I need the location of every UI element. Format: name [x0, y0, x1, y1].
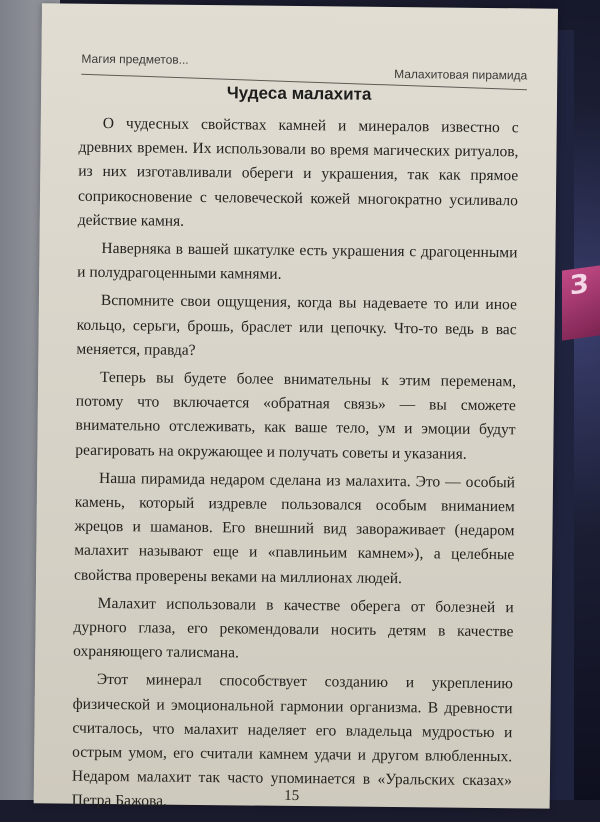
running-header — [81, 46, 528, 83]
paragraph: Этот минерал способствует созданию и укреплению физической и эмоциональной гармонии организма. В древности считалось, что малахит наделяет его владельца мудростью и острым умом, его считали камнем удачи и другом влюбленных. Недаром малахит так часто упоминается в «Уральских сказах» Петра Бажова. — [71, 671, 513, 811]
paragraph: О чудесных свойствах камней и минералов известно с древних времен. Их использовали во время магических ритуалов, из них изготавливали обереги и украшения, так как прямое соприкосновение с человеческой кожей многократно усиливало действие камня. — [77, 114, 519, 230]
paragraph: Наверняка в вашей шкатулке есть украшения с драгоценными и полудрагоценными камнями. — [77, 239, 518, 284]
paragraph: Теперь вы будете более внимательны к этим переменам, потому что включается «обратная связь» — вы сможете внимательно отслеживать, как ваше тело, ум и эмоции будут реагировать на окружающее и получать советы и указания. — [75, 368, 517, 463]
body-text — [71, 112, 518, 822]
cover-glyph: З — [570, 268, 589, 302]
page-number: 15 — [284, 787, 300, 805]
header-right: Малахитовая пирамида — [394, 66, 528, 83]
pink-book-corner — [562, 265, 600, 340]
paragraph: Наша пирамида недаром сделана из малахита. Это — особый камень, который издревле пользовался особым вниманием жрецов и шаманов. Его внешний вид завораживает (недаром малахит называют еще и «павлиньим камнем»), а целебные свойства проверены веками на миллионах людей. — [73, 469, 516, 587]
header-left: Магия предметов... — [81, 51, 189, 67]
paragraph: Вспомните свои ощущения, когда вы надеваете то или иное кольцо, серьги, брошь, браслет или цепочку. Что-то ведь в вас меняется, правда? — [76, 292, 517, 359]
paragraph: Малахит использовали в качестве оберега от болезней и дурного глаза, его рекомендовали носить детям в качестве охраняющего талисмана. — [73, 594, 514, 662]
book-page — [34, 3, 558, 811]
section-title: Чудеса малахита — [226, 83, 372, 104]
